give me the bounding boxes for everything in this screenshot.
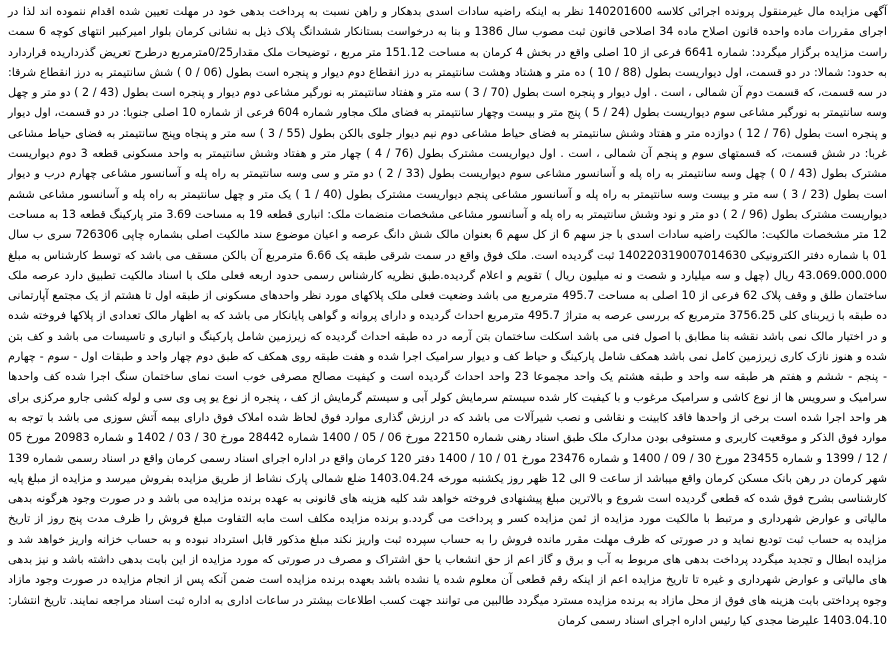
auction-notice-body: آگهی مزایده مال غیرمنقول پرونده اجرائی کلاسه 140201600 نظر به اینکه راضیه سادات اسدی بدهکار و راهن نسبت به پرداخت بدهی خود در مهلت تعیین شده اقدام ننموده اند لذا در اجرای مقررات ماده واحده قانون اصلاح ماده 34 اصلاحی قانون ثبت مصوب سال 1386 و بنا به درخواست بستانکار ششدانگ پلاک ذیل به نشانی کرمان بلوار امیرکبیر انتهای کوچه 6 سمت راست مزایده برگزار میگردد: شماره 6641 فرعی از 10 اصلی واقع در بخش 4 کرمان به مساحت 151.12 متر مربع ، توضیحات ملک مقدار0/25مترمربع درطرح تعریض گذرداریده قراردارد به حدود: شمالا: در دو قسمت، اول دیواریست بطول (88 / 10 ) ده متر و هشتاد وهشت سانتیمتر به درز انقطاع دوم دیوار و پنجره است بطول (06 / 0 ) شش سانتیمتر به درز انقطاع شرقا: در سه قسمت، که قسمت دوم آن شمالی ، است . اول دیوار و پنجره است بطول (70 / 3 ) سه متر و هفتاد سانتیمتر به نورگیر مشاعی دوم دیوار و پنجره است بطول (43 / 2 ) دو متر و چهل وسه سانتیمتر به نورگیر مشاعی سوم دیواریست بطول (24 / 5 ) پنج متر و بیست وچهار سانتیمتر به فضای ملک مجاور شماره 604 فرعی از شماره 10 اصلی جنوبا: در دو قسمت، اول دیوار و پنجره است بطول (76 / 12 ) دوازده متر و هفتاد وشش سانتیمتر به فضای حیاط مشاعی دوم نیم دیوار جلوی بالکن بطول (55 / 3 ) سه متر و پنجاه وپنج سانتیمتر به فضای حیاط مشاعی غربا: در شش قسمت، که قسمتهای سوم و پنجم آن شمالی ، است . اول دیواریست مشترک بطول (76 / 4 ) چهار متر و هفتاد وشش سانتیمتر به واحد مسکونی قطعه 3 دوم دیواریست مشترک بطول (43 / 0 ) چهل وسه سانتیمتر به راه پله و آسانسور مشاعی سوم دیواریست بطول (33 / 2 ) دو متر و سی وسه سانتیمتر به راه پله و آسانسور مشاعی چهارم درب و دیوار است بطول (23 / 3 ) سه متر و بیست وسه سانتیمتر به راه پله و آسانسور مشاعی پنجم دیواریست مشترک بطول (40 / 1 ) یک متر و چهل سانتیمتر به راه پله و آسانسور مشاعی ششم دیواریست مشترک بطول (96 / 2 ) دو متر و نود وشش سانتیمتر به راه پله و آسانسور مشاعی مشخصات منضمات ملک: انباری قطعه 19 به مساحت 3.69 متر پارکینگ قطعه 13 به مساحت 12 متر مشخصات مالکیت: مالکیت راضیه سادات اسدی با جز سهم 6 از کل سهم 6 بعنوان مالک شش دانگ عرصه و اعیان موضوع سند مالکیت اصلی بشماره چاپی 726306 سری ب سال 01 با شماره دفتر الکترونیکی 140220319007014630 ثبت گردیده است. ملک فوق واقع در سمت شرقی طبقه یک 6.66 مترمربع آن بالکن مسقف می باشد که توسط کارشناس به مبلغ 43.069.000.000 ریال (چهل و سه میلیارد و شصت و نه میلیون ریال ) تقویم و اعلام گردیده.طبق نظریه کارشناس رسمی حدود اربعه فعلی ملک با اسناد مالکیت تطبیق دارد عرصه ملک ساختمان طلق و وقف پلاک 62 فرعی از 10 اصلی به مساحت 495.7 مترمربع می باشد وضعیت فعلی ملک پلاکهای مورد نظر واحدهای مسکونی از طبقه اول تا هشتم از یک مجتمع آپارتمانی ده طبقه با زیربنای کلی 3756.25 مترمربع که بررسی عرصه به متراژ 495.7 مترمربع احداث گردیده و دارای پروانه و گواهی پایانکار می باشد که به اظهار مالک تعدادی از پلاکها فروخته شده و در اختیار مالک نمی باشد نقشه بنا مطابق با اصول فنی می باشد اسکلت ساختمان بتن آرمه در ده طبقه احداث گردیده که زیرزمین شامل پارکینگ و انباری و تاسیسات می باشد و کف بتن شده و هنوز نازک کاری زیرزمین کامل نمی باشد همکف شامل پارکینگ و حیاط کف و دیوار سرامیک اجرا شده و هفت طبقه روی همکف که طبق دوم چهار واحد و طبقات اول - سوم - چهارم - پنجم - ششم و هفتم هر طبقه سه واحد و طبقه هشتم یک واحد مجموعا 23 واحد احداث گردیده است و کیفیت مصالح مصرفی خوب است نمای ساختمان سنگ اجرا شده کف واحدها سرامیک و سرویس ها از نوع کاشی و سرامیک مرغوب و با کیفیت کار شده سیستم سرمایش کولر آبی و سیستم گرمایش از کف ، پنجره از نوع یو پی وی سی و لوله کشی جارو مرکزی برای هر واحد اجرا شده است برخی از واحدها فاقد کابینت و نقاشی و نصب شیرآلات می باشد که در ارزش گذاری موارد فوق لحاظ شده املاک فوق دارای بیمه آتش سوزی می باشد با توجه به موارد فوق الذکر و موقعیت کاربری و مستوفی بودن مدارک ملک طبق اسناد رهنی شماره 22150 مورخ 06 / 05 / 1400 شماره 28442 مورخ 30 / 03 / 1402 و شماره 20983 مورخ 05 / 12 / 1399 و شماره 23455 مورخ 30 / 09 / 1400 و شماره 23476 مورخ 01 / 10 / 1400 دفتر 120 کرمان واقع در اداره اجرای اسناد رسمی کرمان واقع در اسناد رسمی شماره 139 شهر کرمان در رهن بانک مسکن کرمان واقع میباشد از ساعت 9 الی 12 ظهر روز یکشنبه مورخه 1403.04.24 ضلع شمالی پارک نشاط از طریق مزایده بفروش میرسد و مزایده از مبلغ پایه کارشناسی بشرح فوق شده که قطعی گردیده است شروع و بالاترین مبلغ پیشنهادی فروخته خواهد شد کلیه هزینه های قانونی به عهده برنده مزایده می باشد و در صورت وجود هرگونه بدهی مالیاتی و عوارض شهرداری و مرتبط با مالکیت مورد مزایده از ثمن مزایده کسر و پرداخت می گردد.و برنده مزایده مکلف است مابه التفاوت مبلغ فروش را ظرف مدت پنج روز از تاریخ مزایده به حساب ثبت تودیع نماید و در صورتی که ظرف مهلت مقرر مانده فروش را به حساب سپرده ثبت واریز نکند مبلغ مذکور قابل استرداد نبوده و به حساب خزانه واریز خواهد شد و مزایده ابطال و تجدید میگردد پرداخت بدهی های مربوط به آب و برق و گاز اعم از حق انشعاب یا حق اشتراک و مصرف در صورتی که مورد مزایده از این بابت بدهی داشته باشد و نیز بدهی های مالیاتی و عوارض شهرداری و غیره تا تاریخ مزایده اعم از اینکه رقم قطعی آن معلوم شده یا نشده باشد بعهده برنده مزایده است ضمن آنکه پس از انجام مزایده در صورت وجود مازاد وجوه پرداختی بابت هزینه های فوق از محل مازاد به برنده مزایده مسترد میگردد طالبین می توانند جهت کسب اطلاعات بیشتر در ساعات اداری به اداره ثبت اسناد مراجعه نمایند. تاریخ انتشار: 1403.04.10 علیرضا مجدی کیا رئیس اداره اجرای اسناد رسمی کرمان xyxy=(8,5,888,627)
